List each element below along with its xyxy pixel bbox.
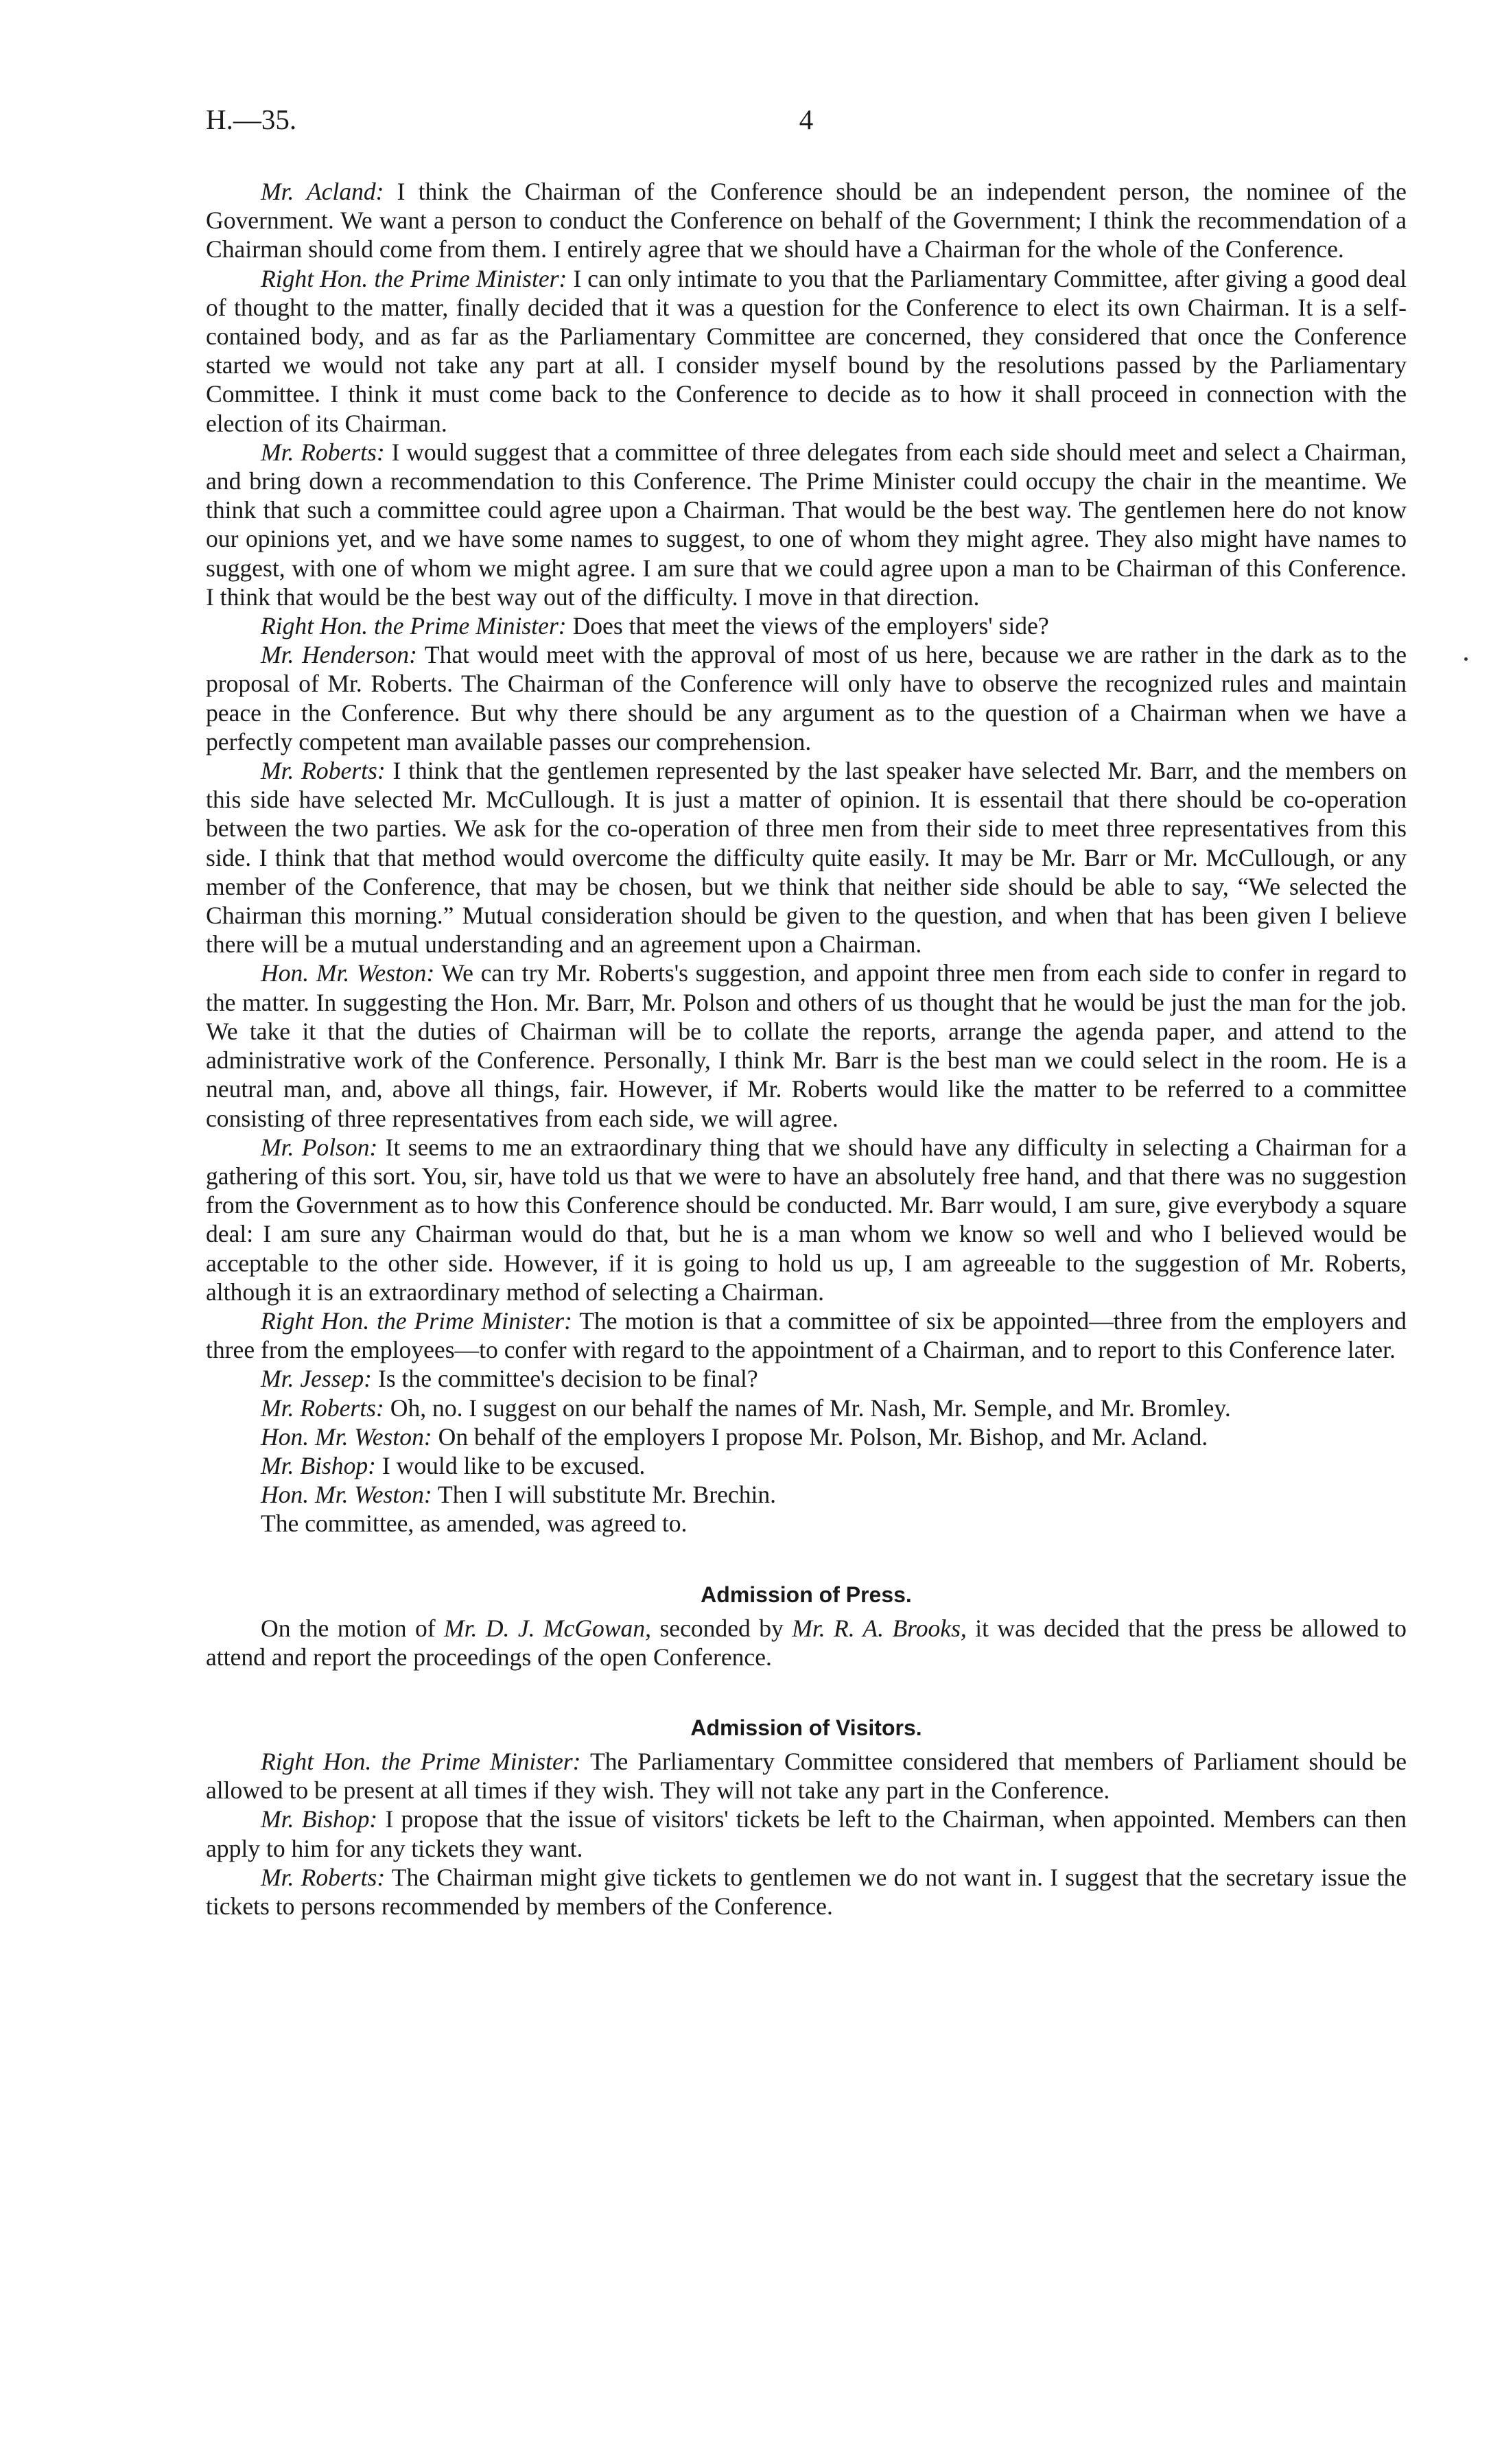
page-number: 4 [799,104,814,135]
press-text-mid: seconded by [659,1614,784,1642]
speech-paragraph [206,1805,1407,1862]
paper-code: H.—35. [206,104,297,135]
press-heading: Admission of Press. [701,1582,912,1607]
speech-paragraph [206,177,1407,264]
speech-paragraph [206,1747,1407,1805]
speech-text: I would suggest that a committee of three delegates from each side should meet and select a Chairman, and bring down a recommendation to this Conference. The Prime Minister could occupy the chair in the meantime. We think that such a committee could agree upon a Chairman. That would be the best way. The gentlemen here do not know our opinions yet, and we have some names to suggest, to one of whom they might agree. They also might have names to suggest, with one of whom we might agree. I am sure that we could agree upon a man to be Chairman of this Conference. I think that would be the best way out of the difficulty. I move in that direction. [206,438,1407,611]
speech-text: That would meet with the approval of most of us here, because we are rather in the dark as to the proposal of Mr. Roberts. The Chairman of the Conference will only have to observe the recognized rules and maintain peace in the Conference. But why there should be any argument as to the question of a Chairman when we have a perfectly competent man available passes our comprehension. [206,641,1407,755]
speech-paragraph [206,1422,1407,1451]
speaker-name: Hon. Mr. Weston: [261,1481,432,1509]
press-mover: Mr. D. J. McGowan, [444,1614,652,1642]
speech-text: The motion is that a committee of six be appointed—three from the employers and three from the employees—to confer with regard to the appointment of a Chairman, and to report to this Conference later. [206,1306,1407,1364]
press-paragraph [206,1614,1407,1671]
speech-paragraph [206,1133,1407,1306]
speaker-name: Mr. Acland: [261,178,384,205]
speaker-name: Mr. Henderson: [261,641,417,669]
speech-text: The Parliamentary Committee considered that members of Parliament should be allowed to be present at all times if they wish. They will not take any part in the Conference. [206,1747,1407,1805]
committee-note: The committee, as amended, was agreed to. [261,1510,688,1538]
speech-paragraph [206,1863,1407,1921]
speech-paragraph [206,756,1407,959]
page-header [206,103,1407,151]
speech-paragraph [206,1451,1407,1480]
margin-mark [1464,657,1468,661]
speaker-name: Mr. Jessep: [261,1365,373,1393]
speaker-name: Right Hon. the Prime Minister: [261,1747,581,1775]
press-text-pre: On the motion of [261,1614,436,1642]
speaker-name: Right Hon. the Prime Minister: [261,1306,572,1335]
speaker-name: Mr. Bishop: [261,1451,377,1479]
visitors-section [206,1747,1407,1921]
proceedings-first-section [206,177,1407,1509]
speech-paragraph [206,959,1407,1132]
speaker-name: Mr. Bishop: [261,1805,378,1833]
speech-text: I can only intimate to you that the Parliamentary Committee, after giving a good deal of thought to the matter, finally decided that it was a question for the Conference to elect its own Chairman. It is a self-contained body, and as far as the Parliamentary Committee are concerned, they considered that once the Conference started we would not take any part at all. I consider myself bound by the resolutions passed by the Parliamentary Committee. I think it must come back to the Conference to decide as to how it shall proceed in connection with the election of its Chairman. [206,264,1407,437]
speech-text: I think that the gentlemen represented by the last speaker have selected Mr. Barr, and the members on this side have selected Mr. McCullough. It is just a matter of opinion. It is essentail that there should be co-operation between the two parties. We ask for the co-operation of three men from their side to meet three representatives from this side. I think that that method would overcome the difficulty quite easily. It may be Mr. Barr or Mr. McCullough, or any member of the Conference, that may be chosen, but we think that neither side should be able to say, “We selected the Chairman this morning.” Mutual consideration should be given to the question, and when that has been given I believe there will be a mutual understanding and an agreement upon a Chairman. [206,757,1407,959]
speech-text: The Chairman might give tickets to gentlemen we do not want in. I suggest that the secretary issue the tickets to persons recommended by members of the Conference. [206,1863,1407,1920]
visitors-heading: Admission of Visitors. [690,1715,922,1740]
speaker-name: Right Hon. the Prime Minister: [261,264,567,292]
speaker-name: Right Hon. the Prime Minister: [261,612,567,640]
speech-text: Does that meet the views of the employers' side? [572,612,1049,640]
speaker-name: Mr. Roberts: [261,757,386,785]
speech-paragraph [206,1364,1407,1393]
press-seconder: Mr. R. A. Brooks, [792,1614,967,1642]
speech-text: Then I will substitute Mr. Brechin. [437,1481,777,1509]
speech-paragraph [206,438,1407,611]
speech-text: We can try Mr. Roberts's suggestion, and appoint three men from each side to confer in regard to the matter. In suggesting the Hon. Mr. Barr, Mr. Polson and others of us thought that he would be just the man for the job. We take it that the duties of Chairman will be to collate the reports, arrange the agenda paper, and attend to the administrative work of the Conference. Personally, I think Mr. Barr is the best man we could select in the room. He is a neutral man, and, above all things, fair. However, if Mr. Roberts would like the matter to be referred to a committee consisting of three representatives from each side, we will agree. [206,959,1407,1132]
speaker-name: Hon. Mr. Weston: [261,959,435,987]
speech-paragraph [206,264,1407,438]
speech-paragraph [206,640,1407,756]
speaker-name: Mr. Polson: [261,1133,378,1161]
speech-paragraph [206,1306,1407,1364]
press-text-post: it was decided that the press be allowed to attend and report the proceedings of the open Conference. [206,1614,1407,1671]
speech-paragraph [206,1480,1407,1509]
speaker-name: Hon. Mr. Weston: [261,1422,432,1451]
speech-paragraph [206,1394,1407,1422]
speech-text: I propose that the issue of visitors' tickets be left to the Chairman, when appointed. Members can then apply to him for any tickets they want. [206,1805,1407,1862]
speaker-name: Mr. Roberts: [261,1863,386,1891]
speech-text: On behalf of the employers I propose Mr. Polson, Mr. Bishop, and Mr. Acland. [438,1422,1208,1451]
document-body [206,177,1407,1921]
speech-text: It seems to me an extraordinary thing that we should have any difficulty in selecting a Chairman for a gathering of this sort. You, sir, have told us that we were to have an absolutely free hand, and that there was no suggestion from the Government as to how this Conference should be conducted. Mr. Barr would, I am sure, give everybody a square deal: I am sure any Chairman would do that, but he is a man whom we know so well and who I believed would be acceptable to the other side. However, if it is going to hold us up, I am agreeable to the suggestion of Mr. Roberts, although it is an extraordinary method of selecting a Chairman. [206,1133,1407,1306]
speech-paragraph [206,611,1407,640]
speaker-name: Mr. Roberts: [261,1394,384,1422]
speech-text: I would like to be excused. [381,1451,646,1479]
speaker-name: Mr. Roberts: [261,438,385,466]
speech-text: Is the committee's decision to be final? [377,1365,758,1393]
speech-text: I think the Chairman of the Conference should be an independent person, the nominee of the Government. We want a person to conduct the Conference on behalf of the Government; I think the recommendation of a Chairman should come from them. I entirely agree that we should have a Chairman for the whole of the Conference. [206,178,1407,263]
speech-text: Oh, no. I suggest on our behalf the names of Mr. Nash, Mr. Semple, and Mr. Bromley. [390,1394,1231,1422]
